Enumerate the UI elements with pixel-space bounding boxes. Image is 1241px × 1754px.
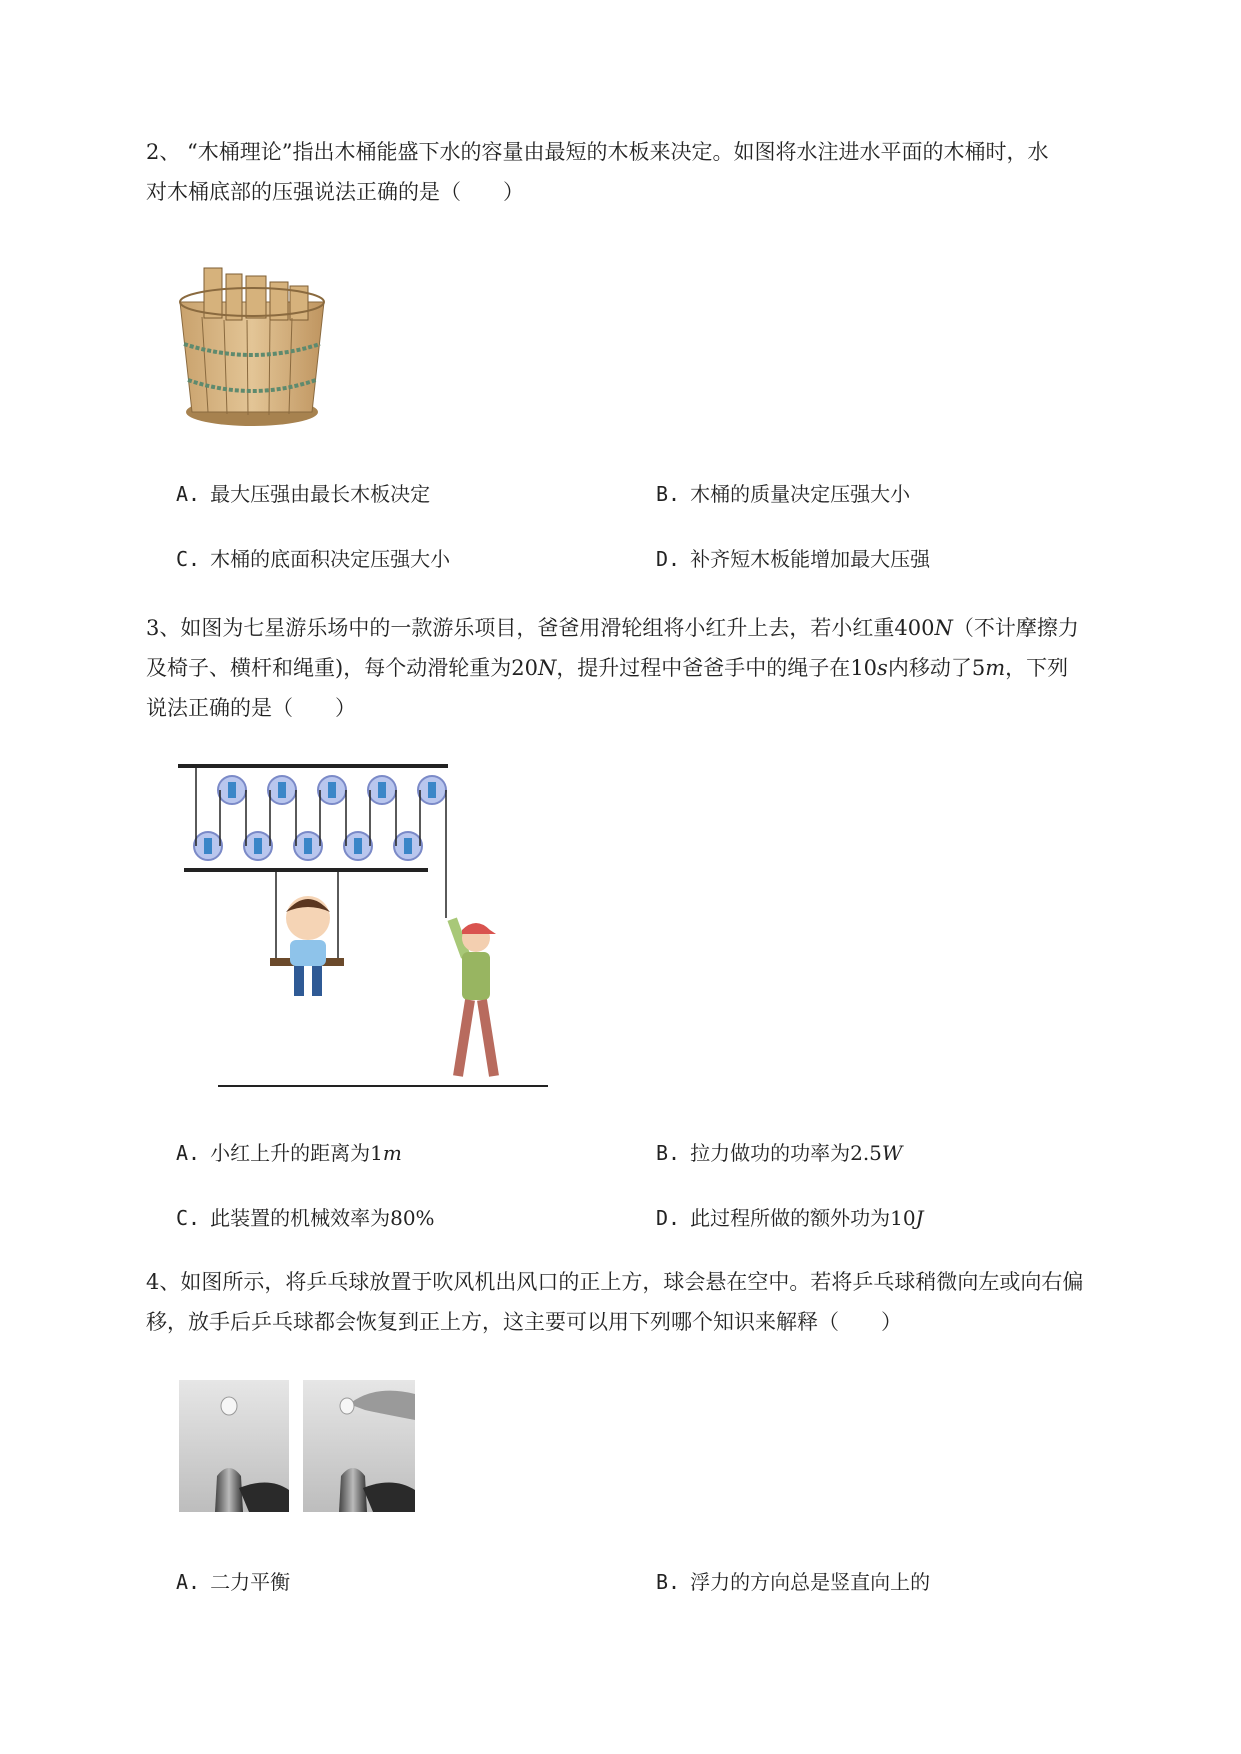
option-key: B. bbox=[656, 482, 681, 506]
option-text: 此装置的机械效率为 bbox=[210, 1206, 391, 1230]
question-4-stem bbox=[146, 1262, 1146, 1342]
distance-value: 5 bbox=[971, 656, 986, 680]
option-text: 小红上升的距离为 bbox=[210, 1141, 371, 1165]
question-4-line-2: 移，放手后乒乓球都会恢复到正上方，这主要可以用下列哪个知识来解释（ ） bbox=[146, 1310, 902, 1334]
question-2-option-d[interactable] bbox=[656, 544, 930, 574]
option-text: 木桶的质量决定压强大小 bbox=[690, 482, 911, 506]
question-3-line-3: 说法正确的是（ ） bbox=[146, 696, 356, 720]
option-number: 10 bbox=[890, 1206, 916, 1230]
option-key: D. bbox=[656, 547, 681, 571]
question-3-option-d[interactable] bbox=[656, 1203, 924, 1233]
option-unit: J bbox=[915, 1206, 924, 1230]
option-number: 1 bbox=[370, 1141, 383, 1165]
option-key: B. bbox=[656, 1570, 681, 1594]
weight-value: 400 bbox=[894, 616, 935, 640]
weight-unit: N bbox=[934, 616, 953, 640]
question-3-option-b[interactable] bbox=[656, 1138, 902, 1168]
option-number: 80% bbox=[390, 1206, 435, 1230]
option-key: B. bbox=[656, 1141, 681, 1165]
question-2-line-1: 2、 “木桶理论”指出木桶能盛下水的容量由最短的木板来决定。如图将水注进水平面的木桶时，水 bbox=[146, 140, 1049, 164]
stem-text: ，提升过程中爸爸手中的绳子在 bbox=[556, 656, 851, 680]
stem-text: 内移动了 bbox=[887, 656, 972, 680]
option-text: 最大压强由最长木板决定 bbox=[210, 482, 431, 506]
option-text: 木桶的底面积决定压强大小 bbox=[210, 547, 451, 571]
option-text: 补齐短木板能增加最大压强 bbox=[690, 547, 931, 571]
question-4-option-a[interactable] bbox=[176, 1567, 290, 1597]
question-4-option-b[interactable] bbox=[656, 1567, 930, 1597]
wooden-bucket-figure bbox=[172, 262, 332, 432]
hair-dryer-photos bbox=[179, 1380, 415, 1512]
time-value: 10 bbox=[850, 656, 878, 680]
option-text: 二力平衡 bbox=[210, 1570, 291, 1594]
option-text: 拉力做功的功率为 bbox=[690, 1141, 851, 1165]
question-4-line-1: 4、如图所示，将乒乓球放置于吹风机出风口的正上方，球会悬在空中。若将乒乓球稍微向左或向右偏 bbox=[146, 1270, 1084, 1294]
option-number: 2.5 bbox=[850, 1141, 882, 1165]
option-key: A. bbox=[176, 1570, 201, 1594]
option-key: A. bbox=[176, 1141, 201, 1165]
question-3-line-2 bbox=[146, 648, 1146, 688]
time-unit: s bbox=[877, 656, 888, 680]
stem-text: （不计摩擦力 bbox=[952, 616, 1079, 640]
pulley-weight-unit: N bbox=[537, 656, 557, 680]
question-2-stem bbox=[146, 132, 1146, 212]
hair-dryer-right bbox=[339, 1468, 367, 1512]
option-text: 此过程所做的额外功为 bbox=[690, 1206, 891, 1230]
option-key: D. bbox=[656, 1206, 681, 1230]
question-3-option-c[interactable] bbox=[176, 1203, 435, 1233]
option-key: C. bbox=[176, 1206, 201, 1230]
ping-pong-ball-right bbox=[340, 1398, 354, 1414]
question-3-stem bbox=[146, 608, 1146, 728]
question-3-option-a[interactable] bbox=[176, 1138, 402, 1168]
stem-text: ，下列 bbox=[1005, 656, 1069, 680]
distance-unit: m bbox=[985, 656, 1006, 680]
option-key: A. bbox=[176, 482, 201, 506]
option-text: 浮力的方向总是竖直向上的 bbox=[690, 1570, 931, 1594]
option-key: C. bbox=[176, 547, 201, 571]
question-2-option-c[interactable] bbox=[176, 544, 450, 574]
ping-pong-ball-left bbox=[221, 1397, 237, 1415]
stem-text: 3、如图为七星游乐场中的一款游乐项目，爸爸用滑轮组将小红升上去，若小红重 bbox=[146, 616, 895, 640]
question-3-line-1 bbox=[146, 608, 1146, 648]
option-unit: W bbox=[881, 1141, 903, 1165]
question-2-line-2: 对木桶底部的压强说法正确的是（ ） bbox=[146, 180, 524, 204]
stem-text: 及椅子、横杆和绳重)，每个动滑轮重为 bbox=[146, 656, 512, 680]
question-2-option-a[interactable] bbox=[176, 479, 430, 509]
question-2-option-b[interactable] bbox=[656, 479, 910, 509]
pulley-weight-value: 20 bbox=[511, 656, 538, 680]
hair-dryer-left bbox=[215, 1468, 243, 1512]
option-unit: m bbox=[382, 1141, 402, 1165]
pulley-system-figure bbox=[176, 758, 556, 1098]
